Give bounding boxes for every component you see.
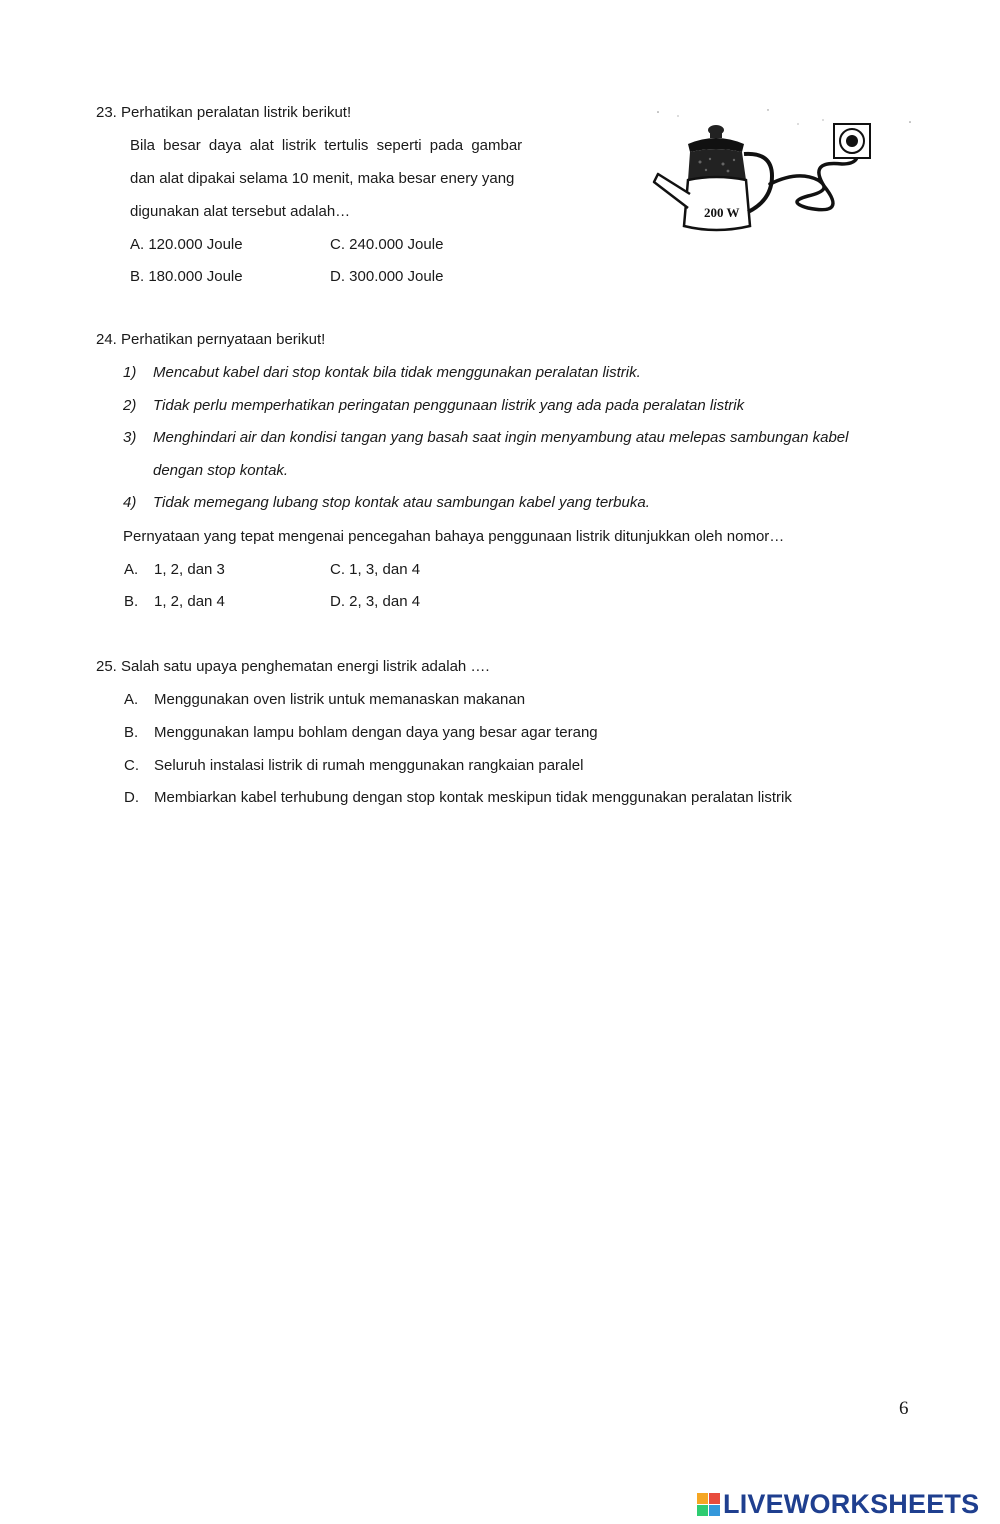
q23-option-d[interactable]: D. 300.000 Joule xyxy=(330,268,444,285)
option-text: Seluruh instalasi listrik di rumah menggunakan rangkaian paralel xyxy=(154,757,584,774)
q24-option-b[interactable] xyxy=(124,593,225,610)
brand-wordmark: LIVEWORKSHEETS xyxy=(723,1488,980,1519)
q23-option-b[interactable]: B. 180.000 Joule xyxy=(130,268,243,285)
option-text: Menggunakan oven listrik untuk memanaskan makanan xyxy=(154,691,526,708)
q25-heading: 25. Salah satu upaya penghematan energi listrik adalah …. xyxy=(96,658,490,675)
q23-option-a[interactable]: A. 120.000 Joule xyxy=(130,236,243,253)
option-letter: B. xyxy=(124,724,139,741)
page-number: 6 xyxy=(899,1398,909,1419)
statement-number: 4) xyxy=(123,494,137,511)
q24-heading: 24. Perhatikan pernyataan berikut! xyxy=(96,331,326,348)
q23-heading: 23. Perhatikan peralatan listrik berikut! xyxy=(96,104,352,121)
q24-statement-4 xyxy=(123,494,650,511)
q23-option-c[interactable]: C. 240.000 Joule xyxy=(330,236,444,253)
option-letter: A. xyxy=(124,561,139,578)
q24-statement-3-continuation: dengan stop kontak. xyxy=(153,462,289,479)
statement-number: 3) xyxy=(123,429,137,446)
kettle-power-label: 200 W xyxy=(704,205,740,220)
liveworksheets-brand xyxy=(697,1486,979,1522)
option-letter: D. xyxy=(124,789,139,806)
q24-option-a[interactable] xyxy=(124,561,225,578)
electric-kettle-illustration xyxy=(648,104,923,239)
statement-number: 2) xyxy=(123,397,137,414)
option-text: Menggunakan lampu bohlam dengan daya yang besar agar terang xyxy=(154,724,598,741)
option-letter: B. xyxy=(124,593,139,610)
statement-number: 1) xyxy=(123,364,137,381)
q23-body-line-3: digunakan alat tersebut adalah… xyxy=(130,203,351,220)
q24-question: Pernyataan yang tepat mengenai pencegahan bahaya penggunaan listrik ditunjukkan oleh nomor… xyxy=(123,528,785,545)
q24-option-c[interactable]: C. 1, 3, dan 4 xyxy=(330,561,421,578)
q25-option-c[interactable] xyxy=(124,757,583,774)
option-text: 1, 2, dan 4 xyxy=(154,593,225,610)
q24-statement-2 xyxy=(123,397,744,414)
q23-body-line-1: Bila besar daya alat listrik tertulis seperti pada gambar xyxy=(130,137,523,154)
liveworksheets-logo-icon xyxy=(697,1493,720,1516)
q25-option-a[interactable] xyxy=(124,691,525,708)
option-text: 1, 2, dan 3 xyxy=(154,561,225,578)
option-text: Membiarkan kabel terhubung dengan stop kontak meskipun tidak menggunakan peralatan listrik xyxy=(154,789,792,806)
statement-text: Tidak perlu memperhatikan peringatan penggunaan listrik yang ada pada peralatan listrik xyxy=(153,397,745,414)
statement-text: Menghindari air dan kondisi tangan yang basah saat ingin menyambung atau melepas sambungan kabel xyxy=(153,429,849,446)
statement-text: Mencabut kabel dari stop kontak bila tidak menggunakan peralatan listrik. xyxy=(153,364,641,381)
q23-body-line-2: dan alat dipakai selama 10 menit, maka besar enery yang xyxy=(130,170,515,187)
option-letter: A. xyxy=(124,691,139,708)
option-letter: C. xyxy=(124,757,139,774)
statement-text: Tidak memegang lubang stop kontak atau sambungan kabel yang terbuka. xyxy=(153,494,650,511)
q24-statement-1 xyxy=(123,364,641,381)
q24-option-d[interactable]: D. 2, 3, dan 4 xyxy=(330,593,421,610)
q25-option-b[interactable] xyxy=(124,724,598,741)
q25-option-d[interactable] xyxy=(124,789,792,806)
q24-statement-3 xyxy=(123,429,848,446)
